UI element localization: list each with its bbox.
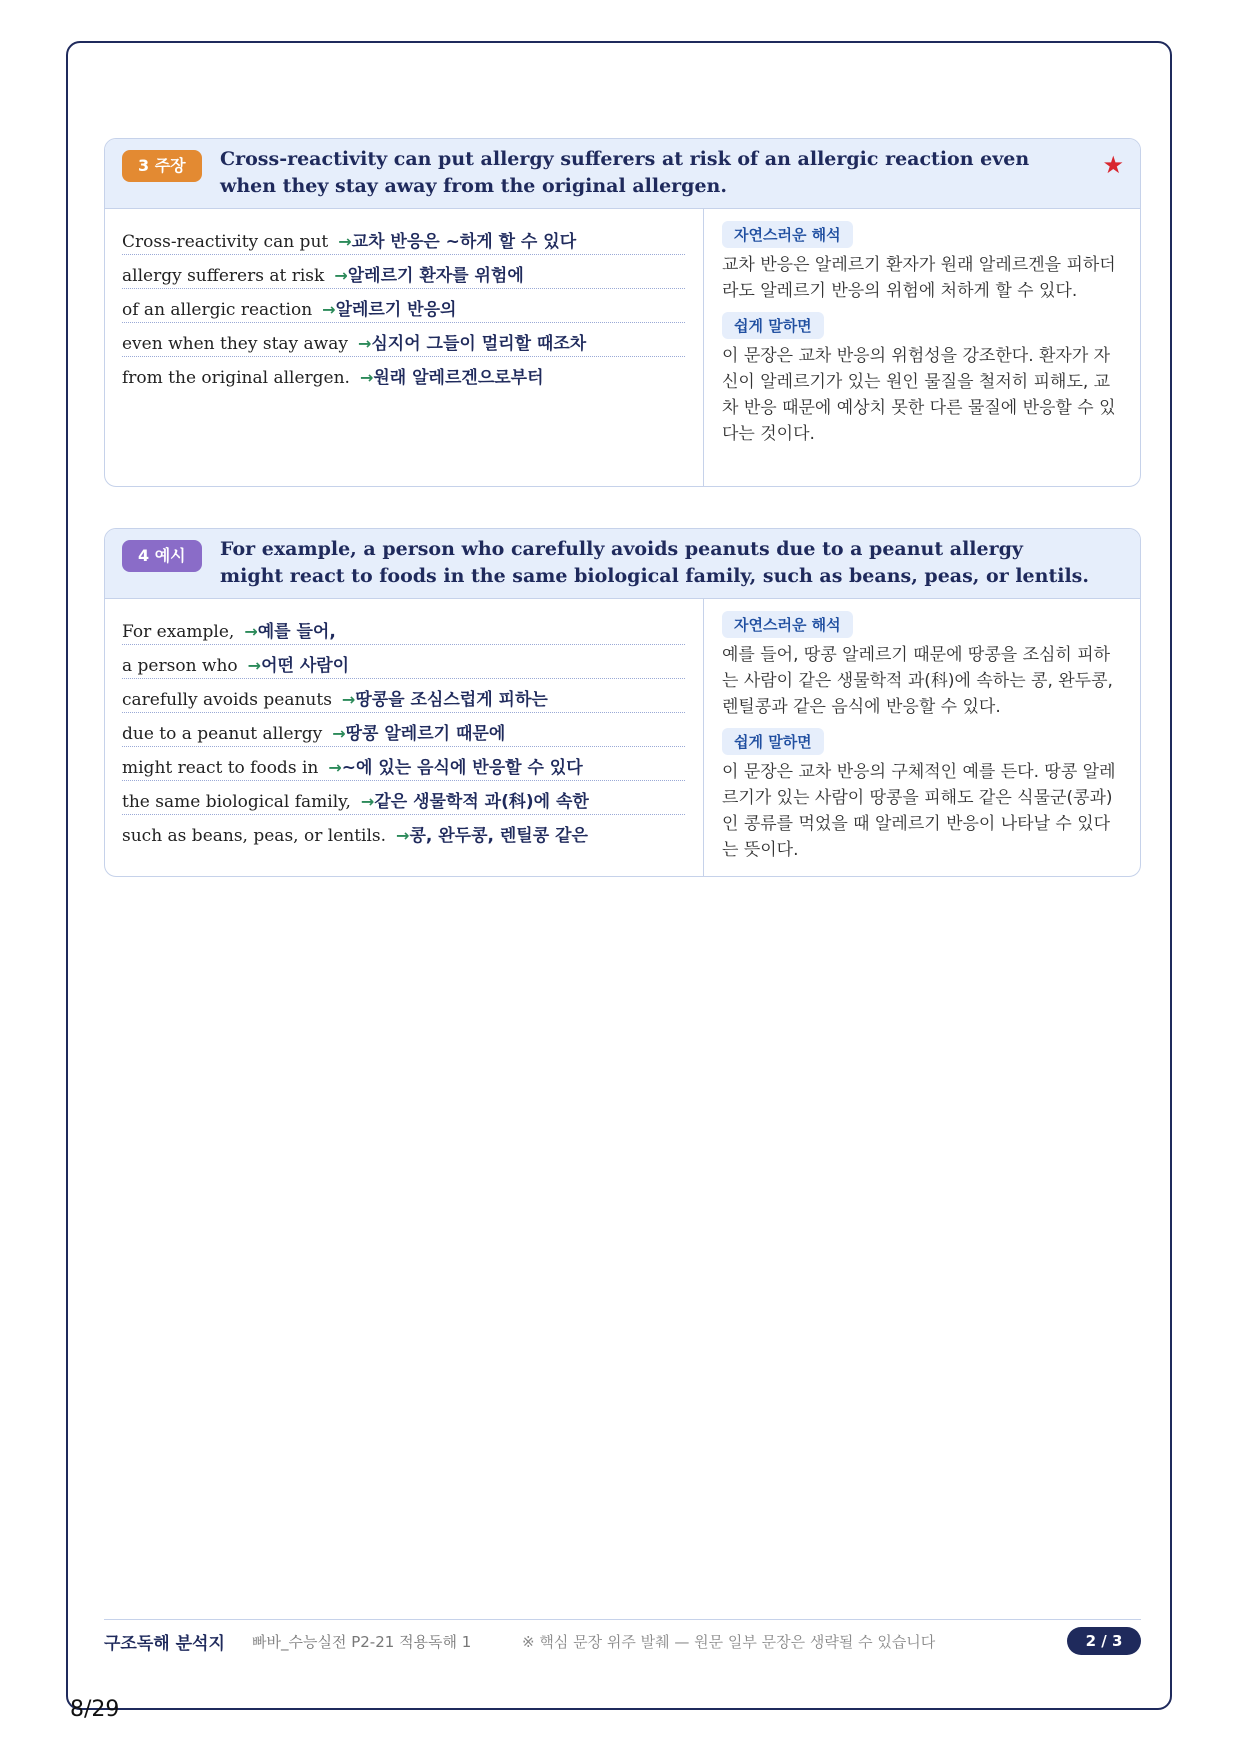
claim-badge: 3 주장 xyxy=(122,150,202,182)
chunk-row: of an allergic reaction →알레르기 반응의 xyxy=(122,290,685,323)
sentence-header xyxy=(105,529,1140,599)
chunk-row: the same biological family, →같은 생물학적 과(科)에 속한 xyxy=(122,782,685,815)
chunk-list xyxy=(105,599,704,877)
document-page-count: 8/29 xyxy=(70,1697,120,1722)
easy-explanation: 이 문장은 교차 반응의 위험성을 강조한다. 환자가 자신이 알레르기가 있는 원인 물질을 철저히 피해도, 교차 반응 때문에 예상치 못한 다른 물질에 반응할 수 있다는 것이다. xyxy=(722,346,1116,444)
easy-label: 쉽게 말하면 xyxy=(722,312,824,339)
chunk-row: even when they stay away →심지어 그들이 멀리할 때조차 xyxy=(122,324,685,357)
interpretation-panel xyxy=(704,209,1140,487)
interpretation-panel xyxy=(704,599,1140,877)
sentence-text: Cross-reactivity can put allergy sufferers at risk of an allergic reaction even when they stay away from the original allergen. xyxy=(220,148,1030,197)
chunk-row: due to a peanut allergy →땅콩 알레르기 때문에 xyxy=(122,714,685,747)
chunk-row: For example, →예를 들어, xyxy=(122,612,685,645)
chunk-row: carefully avoids peanuts →땅콩을 조심스럽게 피하는 xyxy=(122,680,685,713)
chunk-row: might react to foods in →~에 있는 음식에 반응할 수 있다 xyxy=(122,748,685,781)
sentence-card-4 xyxy=(104,528,1141,877)
footer-source: 빠바_수능실전 P2-21 적용독해 1 xyxy=(252,1633,472,1651)
example-badge: 4 예시 xyxy=(122,540,202,572)
natural-translation: 예를 들어, 땅콩 알레르기 때문에 땅콩을 조심히 피하는 사람이 같은 생물학적 과(科)에 속하는 콩, 완두콩, 렌틸콩과 같은 음식에 반응할 수 있다. xyxy=(722,645,1113,717)
easy-label: 쉽게 말하면 xyxy=(722,728,824,755)
natural-translation: 교차 반응은 알레르기 환자가 원래 알레르겐을 피하더라도 알레르기 반응의 위험에 처하게 할 수 있다. xyxy=(722,255,1116,301)
chunk-row: from the original allergen. →원래 알레르겐으로부터 xyxy=(122,368,544,388)
footer-title: 구조독해 분석지 xyxy=(104,1634,225,1654)
natural-label: 자연스러운 해석 xyxy=(722,221,853,248)
footer-note: ※ 핵심 문장 위주 발췌 — 원문 일부 문장은 생략될 수 있습니다 xyxy=(522,1633,936,1651)
chunk-row: Cross-reactivity can put →교차 반응은 ~하게 할 수 있다 xyxy=(122,222,685,255)
chunk-row: such as beans, peas, or lentils. →콩, 완두콩, 렌틸콩 같은 xyxy=(122,826,588,846)
sentence-card-3 xyxy=(104,138,1141,487)
sentence-header xyxy=(105,139,1140,209)
page-indicator: 2 / 3 xyxy=(1067,1627,1141,1655)
chunk-list xyxy=(105,209,704,487)
natural-label: 자연스러운 해석 xyxy=(722,611,853,638)
chunk-row: allergy sufferers at risk →알레르기 환자를 위험에 xyxy=(122,256,685,289)
star-icon: ★ xyxy=(1102,151,1124,179)
chunk-row: a person who →어떤 사람이 xyxy=(122,646,685,679)
easy-explanation: 이 문장은 교차 반응의 구체적인 예를 든다. 땅콩 알레르기가 있는 사람이 땅콩을 피해도 같은 식물군(콩과)인 콩류를 먹었을 때 알레르기 반응이 나타날 수 있다는 뜻이다. xyxy=(722,762,1116,860)
footer-divider xyxy=(104,1619,1141,1620)
sentence-text: For example, a person who carefully avoids peanuts due to a peanut allergy might react to foods in the same biological family, such as beans, peas, or lentils. xyxy=(220,538,1089,587)
